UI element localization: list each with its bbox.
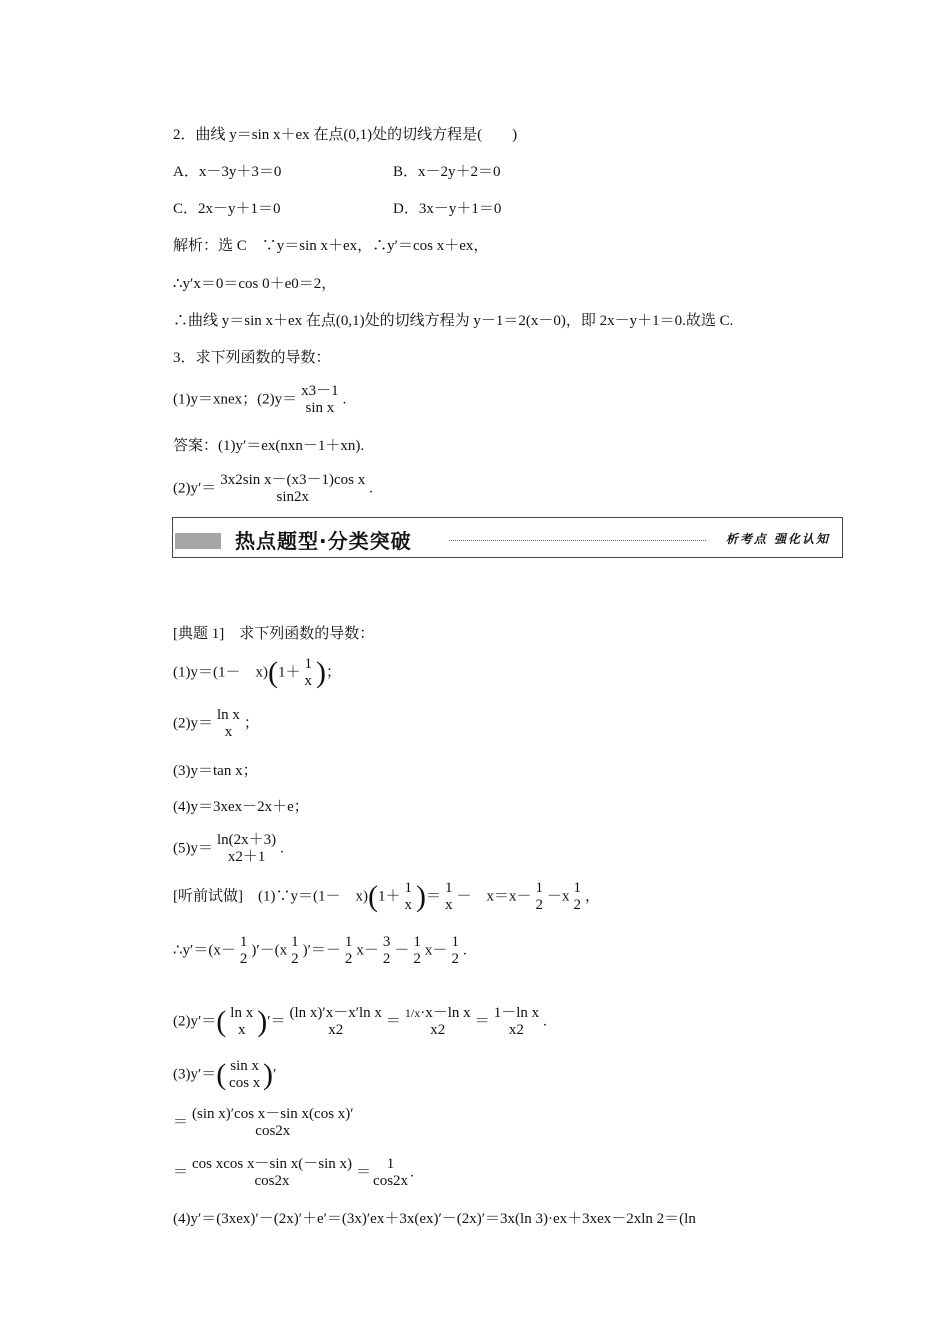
banner-accent-bar [175, 533, 221, 549]
solution-step-1 [173, 880, 600, 914]
step-4-left: (3)y′＝ [173, 1066, 217, 1083]
fraction [534, 880, 546, 914]
denominator: 2 [451, 951, 459, 967]
fraction [228, 1005, 255, 1039]
denominator: cos2x [373, 1173, 409, 1189]
left-paren: ( [267, 656, 278, 689]
period: . [410, 1164, 414, 1181]
equals: ＝ [356, 1164, 372, 1181]
fraction [218, 472, 367, 506]
option-b: B．x－2y＋2＝0 [393, 164, 501, 180]
equals: ＝ [173, 1164, 189, 1181]
denominator: 2 [535, 897, 544, 913]
numerator: sin x [230, 1058, 260, 1074]
numerator: 3 [382, 934, 391, 950]
denominator: cos2x [255, 1123, 291, 1139]
fraction [403, 880, 415, 914]
banner-dotted-rule [449, 540, 706, 541]
denominator: 2 [382, 951, 391, 967]
section-banner [172, 517, 843, 558]
period: . [342, 391, 347, 408]
denominator: x2 [508, 1022, 524, 1038]
denominator: cos2x [254, 1173, 290, 1189]
right-paren: ) [416, 880, 426, 913]
denominator: 2 [291, 951, 299, 967]
fraction [572, 880, 584, 914]
numerator: (ln x)′x－x′ln x [289, 1005, 382, 1021]
answer-1: 答案：(1)y′＝ex(nxn－1＋xn). [173, 438, 365, 454]
left-paren: ( [216, 1005, 227, 1038]
option-c: C．2x－y＋1＝0 [173, 201, 281, 217]
period: . [543, 1013, 547, 1030]
semicolon: ； [326, 664, 342, 681]
function-2 [173, 707, 259, 741]
step-1-left: [听前试做] (1)∵y＝(1－ x) [173, 888, 368, 905]
function-3: (3)y＝tan x； [173, 763, 258, 779]
solution-step-7: (4)y′＝(3xex)′－(2x)′＋e′＝(3x)′ex＋3x(ex)′－(2x)′＝3x(ln 3)·ex＋3xex－2xln 2＝(ln [173, 1211, 696, 1227]
numerator: 3x2sin x－(x3－1)cos x [220, 472, 366, 488]
fraction [381, 934, 393, 968]
equals: ＝ [173, 1114, 189, 1131]
denominator: x [237, 1022, 246, 1038]
denominator: 2 [239, 951, 248, 967]
minus: － [394, 942, 410, 959]
prime: ′ [273, 1066, 277, 1083]
function-1 [173, 656, 341, 690]
fraction [403, 1005, 473, 1039]
denominator: x2 [328, 1022, 344, 1038]
answer-2 [173, 472, 373, 506]
fraction [215, 707, 242, 741]
question-2-stem: 2．曲线 y＝sin x＋ex 在点(0,1)处的切线方程是( ) [173, 127, 518, 143]
right-paren: ) [316, 656, 326, 689]
numerator: x3－1 [301, 383, 339, 399]
denominator: 2 [413, 951, 421, 967]
denominator: x [304, 673, 312, 689]
numerator-rest: ·x－ln x [420, 1005, 471, 1021]
solution-step-3 [173, 1005, 547, 1039]
solution-line-2: ∴y′x＝0＝cos 0＋e0＝2， [173, 276, 337, 292]
equals: ＝ [474, 1013, 490, 1030]
step-2-i: x－ [424, 942, 448, 959]
inner-fraction: 1/x [404, 1006, 421, 1020]
fraction [289, 934, 301, 968]
denominator: 2 [573, 897, 582, 913]
function-4: (4)y＝3xex－2x＋e； [173, 799, 309, 815]
numerator: 1 [386, 1156, 395, 1172]
comma: ， [585, 888, 601, 905]
fraction [303, 656, 315, 690]
answer-2-label: (2)y′＝ [173, 480, 217, 497]
numerator: 1 [451, 934, 459, 950]
numerator: 1 [413, 934, 421, 950]
fraction [373, 1156, 408, 1190]
numerator: 1 [573, 880, 582, 896]
solution-line-3: ∴曲线 y＝sin x＋ex 在点(0,1)处的切线方程为 y－1＝2(x－0)，即 2x－y＋1＝0.故选 C. [173, 313, 734, 329]
function-5 [173, 832, 284, 866]
step-2-e: )′＝－ [302, 942, 341, 959]
numerator: ln x [230, 1005, 254, 1021]
step-2-d: )′－(x [251, 942, 288, 959]
numerator: 1－ln x [493, 1005, 540, 1021]
denominator: x2 [430, 1022, 446, 1038]
period: . [369, 480, 374, 497]
banner-subtitle: 析考点 强化认知 [725, 532, 830, 546]
option-a: A．x－3y＋3＝0 [173, 164, 282, 180]
denominator: 2 [344, 951, 353, 967]
numerator [403, 1005, 473, 1022]
fraction [411, 934, 423, 968]
numerator: ln x [217, 707, 240, 723]
solution-step-5 [173, 1106, 358, 1140]
step-1-rest-2: －x [547, 888, 570, 905]
function-1-inner: 1＋ [277, 664, 301, 681]
right-paren: ) [263, 1058, 274, 1091]
equals: ＝ [385, 1013, 401, 1030]
left-paren: ( [216, 1058, 227, 1091]
fraction [443, 880, 455, 914]
fraction [288, 1005, 384, 1039]
solution-line-1: 解析：选 C ∵y＝sin x＋ex，∴y′＝cos x＋ex， [173, 238, 489, 254]
prime-equals: ′＝ [267, 1013, 286, 1030]
fraction [299, 383, 341, 417]
fraction [215, 832, 278, 866]
solution-step-4 [173, 1058, 276, 1092]
denominator: x2＋1 [227, 849, 266, 865]
numerator: cos xcos x－sin x(－sin x) [192, 1156, 353, 1172]
solution-step-6 [173, 1156, 414, 1190]
semicolon: ； [243, 715, 259, 732]
numerator: (sin x)′cos x－sin x(cos x)′ [192, 1106, 354, 1122]
denominator: sin2x [276, 489, 310, 505]
period: . [462, 942, 467, 959]
step-2-f: x－ [356, 942, 379, 959]
denominator: x [404, 897, 412, 913]
fraction [492, 1005, 541, 1039]
equals: ＝ [426, 888, 442, 905]
left-paren: ( [367, 880, 378, 913]
denominator: x [445, 897, 453, 913]
denominator: x [224, 724, 233, 740]
question-3-parts [173, 383, 346, 417]
step-1-rest: － x＝x－ [456, 888, 532, 905]
fraction [449, 934, 461, 968]
numerator: 1 [239, 934, 248, 950]
function-5-left: (5)y＝ [173, 840, 213, 857]
step-2-a: ∴y′＝(x－ [173, 942, 236, 959]
example-heading: [典题 1] 求下列函数的导数： [173, 626, 375, 642]
denominator: sin x [305, 400, 335, 416]
option-d: D．3x－y＋1＝0 [393, 201, 502, 217]
numerator: 1 [291, 934, 299, 950]
step-3-left: (2)y′＝ [173, 1013, 217, 1030]
question-3-stem: 3．求下列函数的导数： [173, 350, 331, 366]
right-paren: ) [257, 1005, 268, 1038]
function-2-left: (2)y＝ [173, 715, 213, 732]
numerator: 1 [535, 880, 544, 896]
numerator: 1 [404, 880, 412, 896]
step-1-inner: 1＋ [377, 888, 401, 905]
numerator: ln(2x＋3) [217, 832, 277, 848]
numerator: 1 [445, 880, 453, 896]
denominator: cos x [229, 1075, 261, 1091]
parts-text: (1)y＝xnex；(2)y＝ [173, 391, 298, 408]
fraction [343, 934, 355, 968]
numerator: 1 [344, 934, 353, 950]
numerator: 1 [304, 656, 312, 672]
fraction [190, 1156, 354, 1190]
fraction [238, 934, 250, 968]
period: . [280, 840, 284, 857]
solution-step-2 [173, 934, 467, 968]
banner-title: 热点题型·分类突破 [235, 529, 412, 553]
fraction [190, 1106, 356, 1140]
function-1-left: (1)y＝(1－ x) [173, 664, 268, 681]
fraction [228, 1058, 261, 1092]
